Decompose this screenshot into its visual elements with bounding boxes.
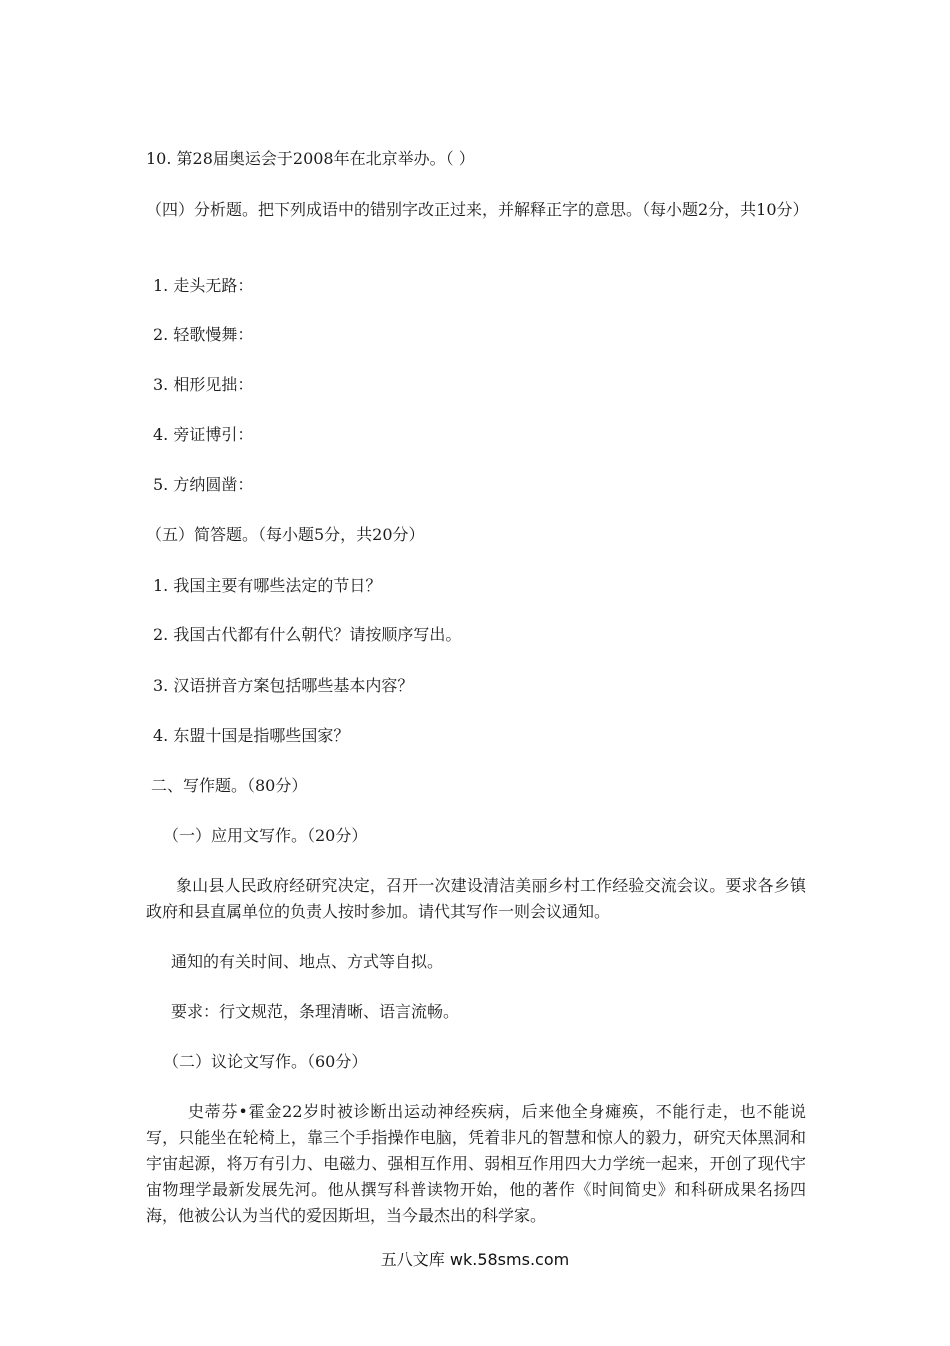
section-4-item-4: 4. 旁证博引： bbox=[153, 425, 254, 444]
writing-part2-prompt: 史蒂芬•霍金22岁时被诊断出运动神经疾病，后来他全身瘫痪，不能行走，也不能说写，只能坐在轮椅上，靠三个手指操作电脑，凭着非凡的智慧和惊人的毅力，研究天体黑洞和宇宙起源，将万有引力、电磁力、强相互作用、弱相互作用四大力学统一起来，开创了现代宇宙物理学最新发展先河。他从撰写科普读物开始，他的著作《时间简史》和科研成果名扬四海，他被公认为当代的爱因斯坦，当今最杰出的科学家。 bbox=[146, 1102, 806, 1225]
section-5-heading: （五）简答题。（每小题5分，共20分） bbox=[146, 525, 425, 544]
section-5-item-1: 1. 我国主要有哪些法定的节日？ bbox=[153, 576, 382, 595]
section-4-item-1: 1. 走头无路： bbox=[153, 276, 254, 295]
section-4-item-5: 5. 方纳圆凿： bbox=[153, 475, 254, 494]
section-4-heading: （四）分析题。把下列成语中的错别字改正过来，并解释正字的意思。（每小题2分，共10分） bbox=[146, 200, 809, 219]
writing-part2-heading: （二）议论文写作。（60分） bbox=[163, 1052, 368, 1071]
writing-part1-note-1: 通知的有关时间、地点、方式等自拟。 bbox=[171, 952, 444, 971]
footer-watermark: 五八文库 wk.58sms.com bbox=[380, 1250, 570, 1269]
writing-part1-note-2: 要求：行文规范，条理清晰、语言流畅。 bbox=[171, 1002, 460, 1021]
section-5-item-3: 3. 汉语拼音方案包括哪些基本内容？ bbox=[153, 676, 414, 695]
writing-heading: 二、写作题。（80分） bbox=[151, 776, 308, 795]
section-4-item-3: 3. 相形见拙： bbox=[153, 375, 254, 394]
writing-part1-prompt: 象山县人民政府经研究决定，召开一次建设清洁美丽乡村工作经验交流会议。要求各乡镇政府和县直属单位的负责人按时参加。请代其写作一则会议通知。 bbox=[146, 876, 806, 921]
section-5-item-2: 2. 我国古代都有什么朝代？请按顺序写出。 bbox=[153, 625, 462, 644]
section-4-item-2: 2. 轻歌慢舞： bbox=[153, 325, 254, 344]
section-5-item-4: 4. 东盟十国是指哪些国家？ bbox=[153, 726, 350, 745]
question-10: 10. 第28届奥运会于2008年在北京举办。（ ） bbox=[146, 149, 475, 168]
writing-part1-heading: （一）应用文写作。（20分） bbox=[163, 826, 368, 845]
